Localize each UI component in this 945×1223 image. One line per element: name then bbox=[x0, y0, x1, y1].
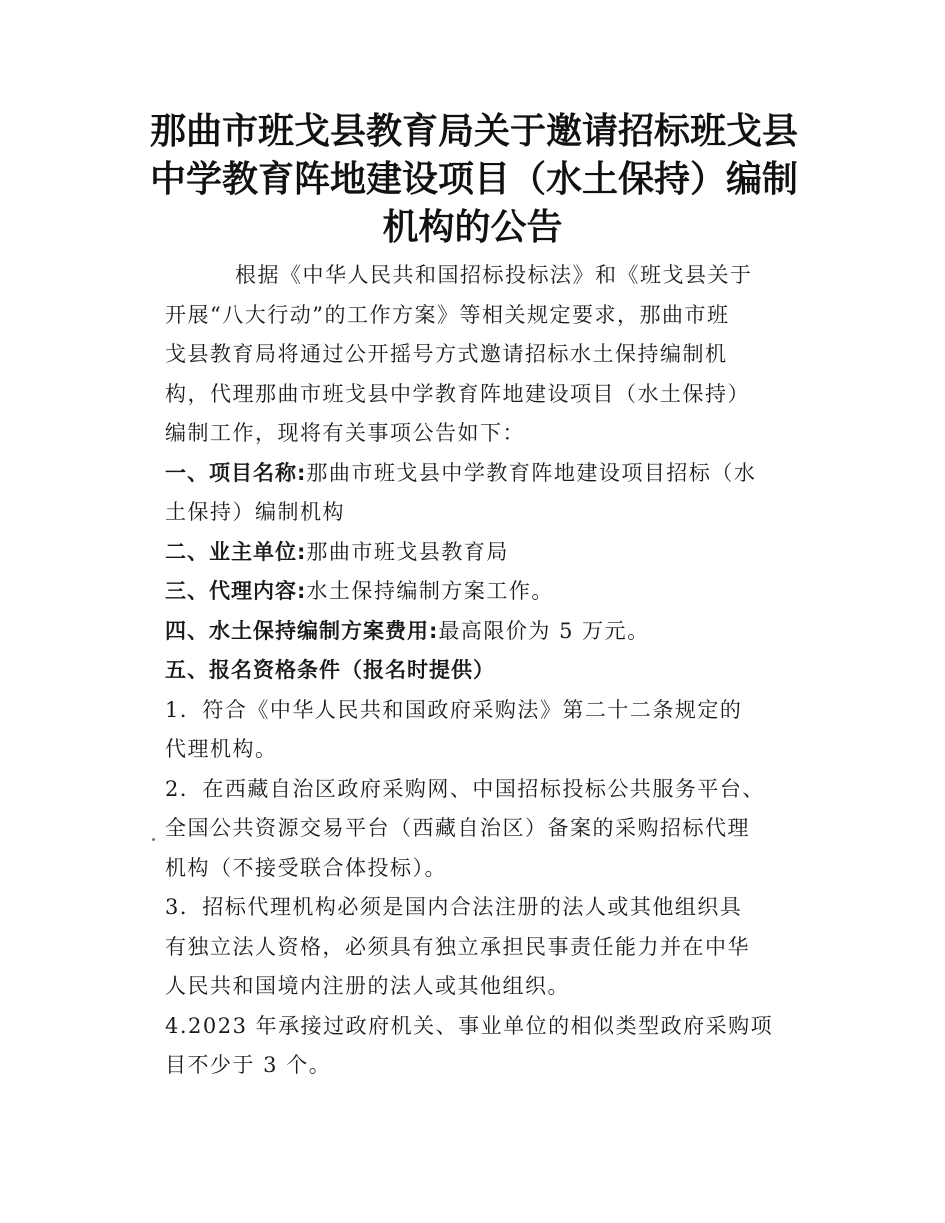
condition-1-line-1: 1．符合《中华人民共和国政府采购法》第二十二条规定的 bbox=[165, 697, 743, 722]
condition-1-line-2: 代理机构。 bbox=[165, 737, 278, 761]
intro-line-1: 根据《中华人民共和国招标投标法》和《班戈县关于 bbox=[235, 263, 753, 287]
condition-3-line-3: 人民共和国境内注册的法人或其他组织。 bbox=[165, 974, 570, 998]
intro-line-2: 开展“八大行动”的工作方案》等相关规定要求，那曲市班 bbox=[165, 302, 730, 327]
section-1-continuation: 土保持）编制机构 bbox=[165, 500, 345, 524]
section-owner bbox=[165, 533, 795, 573]
section-3-text: 水土保持编制方案工作。 bbox=[306, 579, 554, 603]
section-agency-content bbox=[165, 572, 795, 612]
intro-line-4: 构，代理那曲市班戈县中学教育阵地建设项目（水土保持） bbox=[165, 381, 750, 406]
title-line-3: 机构的公告 bbox=[382, 207, 563, 248]
condition-2-line-3: 机构（不接受联合体投标）。 bbox=[165, 855, 447, 880]
condition-4-line-2: 目不少于 3 个。 bbox=[165, 1053, 332, 1077]
section-2-label: 二、业主单位: bbox=[165, 539, 307, 564]
title-line-2: 中学教育阵地建设项目（水土保持）编制 bbox=[150, 159, 799, 200]
condition-2-line-1: 2．在西藏自治区政府采购网、中国招标投标公共服务平台、 bbox=[165, 776, 765, 801]
section-qualifications-heading: 五、报名资格条件（报名时提供） bbox=[165, 658, 495, 682]
condition-4-line-1: 4.2023 年承接过政府机关、事业单位的相似类型政府采购项 bbox=[165, 1013, 774, 1038]
condition-2-line-2: 全国公共资源交易平台（西藏自治区）备案的采购招标代理 bbox=[165, 816, 750, 840]
section-4-label: 四、水土保持编制方案费用: bbox=[165, 618, 439, 643]
condition-3-line-1: 3．招标代理机构必须是国内合法注册的法人或其他组织具 bbox=[165, 895, 743, 919]
section-1-label: 一、项目名称: bbox=[165, 460, 307, 485]
intro-line-5: 编制工作，现将有关事项公告如下： bbox=[165, 421, 525, 445]
section-3-label: 三、代理内容: bbox=[165, 579, 307, 603]
document-body bbox=[165, 256, 795, 1086]
title-line-1: 那曲市班戈县教育局关于邀请招标班戈县 bbox=[150, 111, 799, 152]
section-4-text: 最高限价为 5 万元。 bbox=[438, 618, 650, 643]
condition-3-line-2: 有独立法人资格，必须具有独立承担民事责任能力并在中华 bbox=[165, 934, 750, 959]
section-1-text: 那曲市班戈县中学教育阵地建设项目招标（水 bbox=[306, 460, 757, 485]
intro-line-3: 戈县教育局将通过公开摇号方式邀请招标水土保持编制机 bbox=[165, 342, 728, 366]
scan-speck bbox=[152, 838, 155, 841]
section-fee bbox=[165, 612, 795, 652]
document-title bbox=[150, 108, 799, 252]
section-2-text: 那曲市班戈县教育局 bbox=[306, 539, 509, 564]
section-project-name bbox=[165, 454, 795, 494]
